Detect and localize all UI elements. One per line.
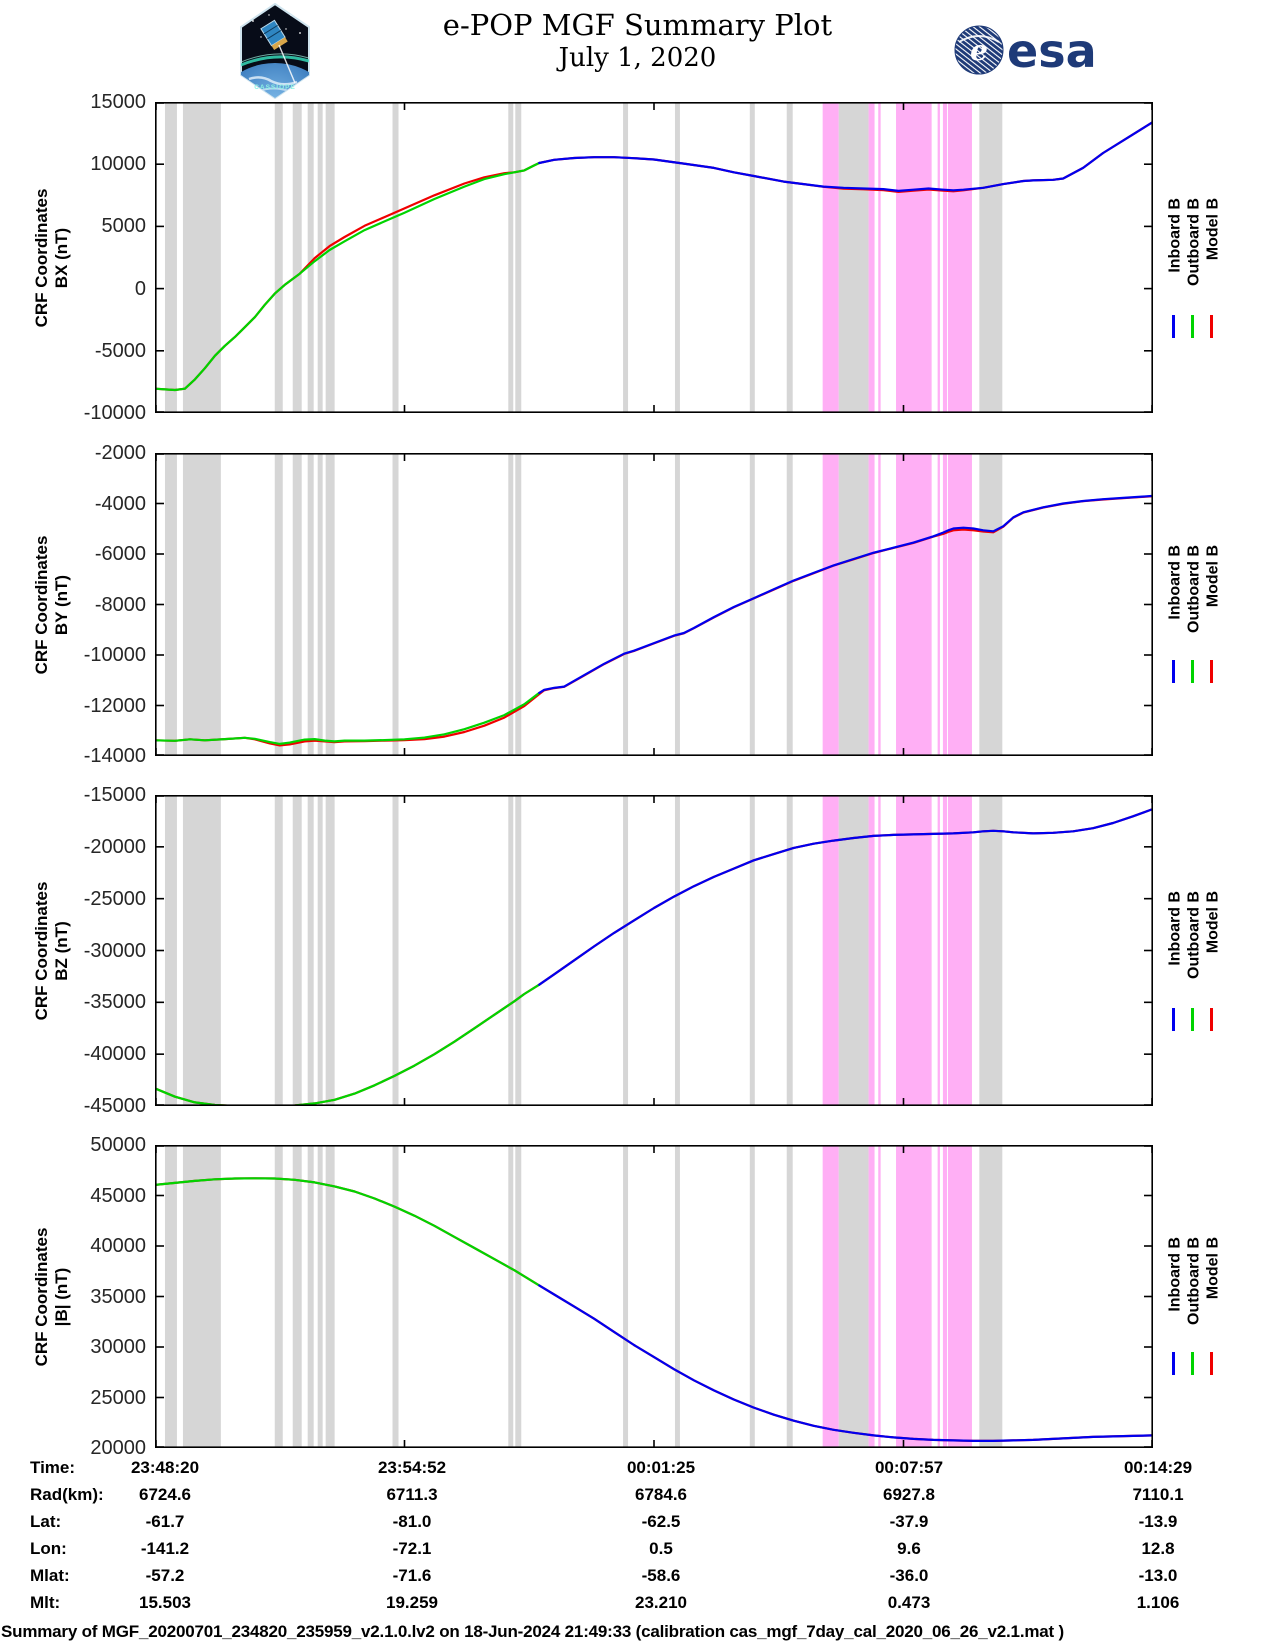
legend-label-model-b: Model B [1204,890,1222,954]
series-model-b [155,496,1153,745]
y-tick-label: -15000 [83,784,146,806]
page-title: e-POP MGF Summary Plot [442,8,833,42]
y-tick-label: -45000 [83,1095,146,1117]
gray-band [508,102,513,413]
panel-bmag [0,1134,1275,1459]
y-tick-label: 20000 [90,1437,146,1459]
table-cell: -61.7 [145,1512,185,1531]
y-axis-label-line1: CRF Coordinates [32,535,51,674]
gray-band [393,453,399,756]
gray-band [165,102,177,413]
series-model-b [155,809,1153,1106]
footer-caption: Summary of MGF_20200701_234820_235959_v2.1.0.lv2 on 18-Jun-2024 21:49:33 (calibration cas_mgf_7day_cal_2020_06_26_v2.1.mat ) [1,1622,1064,1641]
legend-line-sample-inboard-b [1172,660,1175,683]
y-tick-label: 50000 [90,1134,146,1156]
table-row-label-mlat: Mlat: [30,1566,70,1585]
y-tick-label: -12000 [83,694,146,717]
magenta-band [823,102,839,413]
table-cell: 6711.3 [386,1485,438,1504]
magenta-band [948,1145,972,1448]
y-tick-label: 30000 [90,1336,146,1358]
table-row-label-lat: Lat: [30,1512,62,1531]
table-cell: -36.0 [889,1566,929,1585]
table-row-label-time: Time: [30,1458,76,1477]
y-tick-label: -8000 [94,593,146,616]
legend-labels [1166,198,1223,286]
table-cell: -62.5 [641,1512,681,1531]
magenta-band [869,102,875,413]
legend-label-inboard-b: Inboard B [1166,1237,1184,1313]
gray-band [750,795,755,1106]
legend-label-outboard-b: Outboard B [1185,1237,1203,1326]
gray-band [326,795,335,1106]
table-cell: -58.6 [641,1566,681,1585]
gray-band [326,102,335,413]
table-row-label-mlt: Mlt: [30,1593,61,1612]
gray-band [839,102,869,413]
magenta-band [869,795,875,1106]
gray-band [318,453,323,756]
table-cell: -13.9 [1138,1512,1178,1531]
y-tick-label: -40000 [83,1043,146,1066]
gray-band [515,1145,521,1448]
y-tick-label: 0 [134,277,146,300]
table-cell: 12.8 [1141,1539,1175,1558]
esa-wordmark: esa [1007,24,1097,78]
y-tick-label: -4000 [94,492,146,515]
legend-line-sample-model-b [1210,660,1213,683]
gray-band [293,795,302,1106]
gray-band [293,102,302,413]
table-cell: 6927.8 [883,1485,935,1504]
legend-label-inboard-b: Inboard B [1166,197,1184,273]
magenta-band [943,795,947,1106]
gray-band [326,1145,335,1448]
gray-band [275,795,283,1106]
magenta-band [948,102,972,413]
magenta-band [948,453,972,756]
table-cell: 23:54:52 [377,1458,447,1477]
table-cell: 23:48:20 [130,1458,200,1477]
gray-band [183,795,221,1106]
gray-band [839,795,869,1106]
table-cell: -72.1 [392,1539,432,1558]
esa-globe-e: e [970,34,988,67]
table-cell: -13.0 [1138,1566,1178,1585]
gray-band [750,102,755,413]
magenta-band [896,102,932,413]
gray-band [979,453,1002,756]
y-tick-label: 25000 [90,1386,146,1409]
y-tick-label: -14000 [83,745,146,767]
panel-bz [0,784,1275,1117]
magenta-band [938,1145,940,1448]
gray-band [308,453,314,756]
table-cell: 23.210 [635,1593,687,1612]
table-cell: -37.9 [889,1512,929,1531]
table-cell: 00:07:57 [874,1458,944,1477]
axis-ticks [155,795,1153,1106]
magenta-band [943,453,947,756]
magenta-band [938,102,940,413]
gray-band [508,795,513,1106]
legend-line-sample-inboard-b [1172,1352,1175,1375]
magenta-band [948,795,972,1106]
legend-line-sample-model-b [1210,1008,1213,1031]
axis-ticks [155,102,1153,413]
gray-band [183,453,221,756]
gray-band [979,1145,1002,1448]
gray-band [165,795,177,1106]
y-axis-label-line2: |B| (nT) [52,1267,71,1326]
y-tick-label: -6000 [94,543,146,565]
legend-label-model-b: Model B [1204,197,1222,261]
gray-band [787,795,793,1106]
y-axis-label-line1: CRF Coordinates [32,188,51,327]
magenta-band [896,795,932,1106]
legend-line-sample-outboard-b [1191,660,1194,683]
panel-by [0,442,1275,767]
plot-border [156,454,1152,755]
gray-band [308,795,314,1106]
legend-label-inboard-b: Inboard B [1166,545,1184,621]
gray-band [183,1145,221,1448]
gray-band [675,795,680,1106]
gray-band [308,102,314,413]
table-cell: -141.2 [140,1539,190,1558]
y-tick-label: 10000 [90,153,146,176]
magenta-band [878,1145,880,1448]
gray-band [183,102,221,413]
gray-band [839,1145,869,1448]
series-model-b [155,1178,1153,1441]
table-cell: 19.259 [386,1593,438,1612]
y-tick-label: -5000 [94,339,146,362]
gray-band [750,453,755,756]
gray-band [515,795,521,1106]
legend-labels [1166,545,1223,633]
gray-band [165,453,177,756]
y-tick-label: 40000 [90,1235,146,1257]
magenta-band [938,453,940,756]
y-tick-label: -10000 [83,402,146,424]
gray-band [508,1145,513,1448]
plot-area-bmag [155,1145,1153,1448]
table-cell: 7110.1 [1132,1485,1184,1504]
y-tick-label: 5000 [101,215,146,238]
y-tick-label: 35000 [90,1285,146,1308]
gray-band [393,1145,399,1448]
gray-band [318,1145,323,1448]
panel-bx [0,91,1275,424]
magenta-band [878,102,880,413]
plot-border [156,1146,1152,1447]
y-tick-label: -10000 [83,644,146,666]
gray-band [839,453,869,756]
gray-band [393,795,399,1106]
gray-band [623,1145,628,1448]
legend-label-inboard-b: Inboard B [1166,890,1184,966]
gray-band [675,102,680,413]
table-cell: -57.2 [145,1566,185,1585]
magenta-band [938,795,940,1106]
magenta-band [823,453,839,756]
magenta-band [943,1145,947,1448]
table-row-label-radkm: Rad(km): [30,1485,104,1504]
legend-line-sample-outboard-b [1191,1352,1194,1375]
gray-band [318,795,323,1106]
legend-line-sample-inboard-b [1172,1008,1175,1031]
legend-line-sample-inboard-b [1172,315,1175,338]
legend-label-outboard-b: Outboard B [1185,545,1203,634]
magenta-band [823,1145,839,1448]
plot-area-bx [155,102,1153,413]
gray-band [275,102,283,413]
gray-band [787,102,793,413]
plot-border [156,103,1152,412]
gray-band [326,453,335,756]
axis-ticks [155,1145,1153,1448]
legend-labels [1166,1237,1223,1325]
plot-area-by [155,453,1153,756]
table-cell: 0.5 [649,1539,673,1558]
magenta-band [869,1145,875,1448]
legend-label-model-b: Model B [1204,545,1222,608]
y-tick-label: -30000 [83,939,146,962]
legend-labels [1166,891,1223,979]
y-axis-label-line1: CRF Coordinates [32,881,51,1020]
y-tick-label: -25000 [83,887,146,910]
magenta-band [896,453,932,756]
table-cell: -71.6 [392,1566,432,1585]
plot-border [156,796,1152,1105]
gray-band [623,795,628,1106]
series-model-b [155,122,1153,390]
gray-band [675,453,680,756]
table-cell: 0.473 [887,1593,931,1612]
legend-line-sample-model-b [1210,315,1213,338]
y-tick-label: -20000 [83,835,146,858]
y-tick-label: 45000 [90,1184,146,1207]
y-axis-label-line2: BZ (nT) [52,920,71,981]
magenta-band [896,1145,932,1448]
table-row-label-lon: Lon: [30,1539,67,1558]
table-cell: 15.503 [139,1593,191,1612]
gray-band [979,102,1002,413]
y-tick-label: -2000 [94,442,146,464]
table-cell: 00:01:25 [626,1458,696,1477]
gray-band [293,453,302,756]
gray-band [308,1145,314,1448]
table-cell: 00:14:29 [1123,1458,1193,1477]
cassiope-patch-label: CASSIOPE [254,84,296,91]
gray-band [293,1145,302,1448]
esa-logo-icon [953,20,1103,78]
gray-band [979,795,1002,1106]
y-tick-label: 15000 [90,91,146,113]
gray-band [675,1145,680,1448]
gray-band [623,453,628,756]
gray-band [787,1145,793,1448]
table-cell: 6724.6 [139,1485,191,1504]
magenta-band [869,453,875,756]
gray-band [515,102,521,413]
legend-line-sample-outboard-b [1191,315,1194,338]
y-axis-label-bx [32,188,72,327]
gray-band [165,1145,177,1448]
table-cell: 1.106 [1136,1593,1180,1612]
magenta-band [878,795,880,1106]
y-axis-label-line2: BX (nT) [52,227,71,288]
gray-band [393,102,399,413]
magenta-band [878,453,880,756]
gray-band [623,102,628,413]
esa-logo [953,20,1103,83]
y-axis-label-line2: BY (nT) [52,574,71,635]
y-axis-label-line1: CRF Coordinates [32,1227,51,1366]
plot-area-bz [155,795,1153,1106]
magenta-band [943,102,947,413]
legend-label-outboard-b: Outboard B [1185,197,1203,286]
gray-band [275,453,283,756]
y-tick-label: -35000 [83,991,146,1014]
legend-label-outboard-b: Outboard B [1185,890,1203,979]
table-cell: 9.6 [897,1539,921,1558]
legend-line-sample-outboard-b [1191,1008,1194,1031]
gray-band [275,1145,283,1448]
gray-band [787,453,793,756]
page-date: July 1, 2020 [558,43,717,73]
table-cell: 6784.6 [635,1485,687,1504]
legend-label-model-b: Model B [1204,1237,1222,1300]
legend-line-sample-model-b [1210,1352,1213,1375]
axis-ticks [155,453,1153,756]
table-cell: -81.0 [392,1512,432,1531]
gray-band [750,1145,755,1448]
